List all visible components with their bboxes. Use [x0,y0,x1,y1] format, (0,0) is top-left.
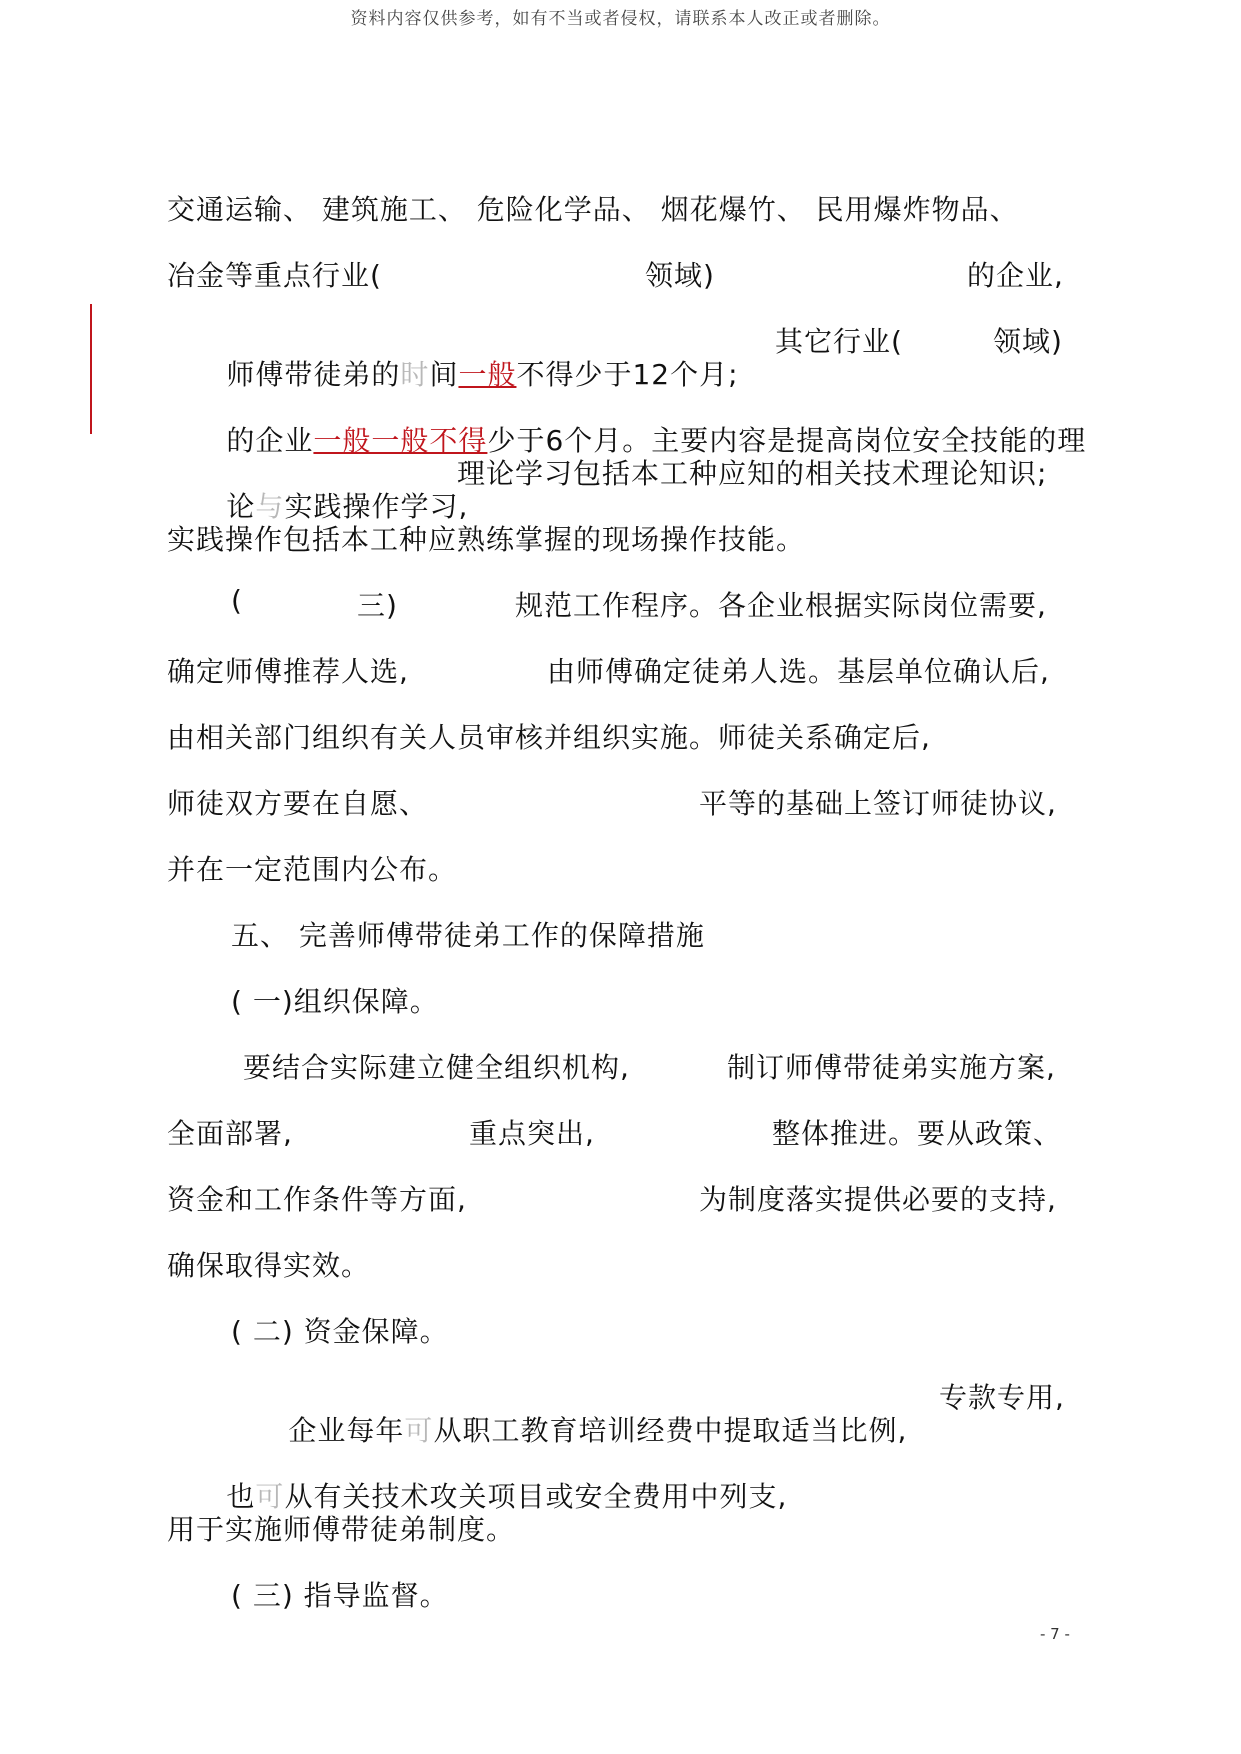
text-line [167,914,1077,980]
text-run: 从有关技术攻关项目或安全费用中列支, [284,1480,788,1513]
text-segment: 领域) [645,259,715,292]
deleted-text: 可 [255,1480,285,1513]
text-line [167,518,1077,584]
text-segment: 要结合实际建立健全组织机构, [243,1051,630,1084]
text-segment: 重点突出, [469,1117,595,1150]
text-segment: 理论学习包括本工种应知的相关技术理论知识; [457,457,1048,490]
text-line [167,980,1077,1046]
text-segment: 全面部署, [167,1117,293,1150]
text-run: 间 [429,358,459,391]
text-line [167,320,1077,391]
text-segment: 确定师傅推荐人选, [167,655,409,688]
page-number: - 7 - [1040,1625,1070,1643]
text-run: 论 [226,490,256,523]
text-segment: 为制度落实提供必要的支持, [699,1183,1057,1216]
text-line [167,386,1087,457]
text-line [167,1244,1077,1310]
text-run: 从职工教育培训经费中提取适当比例, [433,1414,908,1447]
text-line [167,848,1077,914]
text-run: 也 [226,1480,256,1513]
text-segment: 由相关部门组织有关人员审核并组织实施。师徒关系确定后, [167,721,931,754]
text-line [167,254,1077,320]
text-segment: 实践操作包括本工种应熟练掌握的现场操作技能。 [167,523,806,556]
text-segment: 并在一定范围内公布。 [167,853,458,886]
document-body [167,188,1087,1640]
text-line [167,782,1077,848]
text-segment: 整体推进。要从政策、 [772,1117,1063,1150]
inserted-text: 一般 [458,358,517,391]
text-line [167,1046,1077,1112]
text-line [167,1310,1077,1376]
text-segment: 的企业, [967,259,1064,292]
text-segment: 专款专用, [939,1381,1065,1414]
inserted-text: 一般一般不得 [313,424,488,457]
text-run: 实践操作学习, [284,490,469,523]
subsection-heading: ( 一)组织保障。 [231,985,439,1018]
subsection-heading: ( 三) 指导监督。 [231,1579,449,1612]
text-run: 的企业 [226,424,314,457]
text-segment: 师徒双方要在自愿、 [167,787,429,820]
text-run: 师傅带徒弟的 [226,358,401,391]
text-line [167,1442,1077,1513]
deleted-text: 与 [255,490,285,523]
text-line [167,1574,1077,1640]
text-segment: 平等的基础上签订师徒协议, [699,787,1057,820]
text-segment: 制订师傅带徒弟实施方案, [727,1051,1056,1084]
text-run: 企业每年 [288,1414,405,1447]
header-notice: 资料内容仅供参考，如有不当或者侵权，请联系本人改正或者删除。 [350,9,891,29]
text-segment: 资金和工作条件等方面, [167,1183,467,1216]
text-segment: ( [231,584,243,617]
text-line [167,1508,1077,1574]
text-segment: 交通运输、 建筑施工、 危险化学品、 烟花爆竹、 民用爆炸物品、 [167,193,1019,226]
text-segment: 由师傅确定徒弟人选。基层单位确认后, [547,655,1050,688]
text-segment: 其它行业( [775,325,903,358]
deleted-text: 时 [400,358,430,391]
text-line [167,650,1077,716]
text-run: 少于6个月。主要内容是提高岗位安全技能的理 [487,424,1087,457]
section-heading: 五、 完善师傅带徒弟工作的保障措施 [231,919,705,952]
text-segment: 确保取得实效。 [167,1249,371,1282]
deleted-text: 可 [404,1414,434,1447]
subsection-heading: ( 二) 资金保障。 [231,1315,449,1348]
text-segment: 三) [357,589,398,622]
text-line [167,1112,1077,1178]
text-line [167,188,1077,254]
text-line [167,1376,1077,1447]
text-segment: 冶金等重点行业( [167,259,382,292]
text-segment: 用于实施师傅带徒弟制度。 [167,1513,516,1546]
text-segment: 规范工作程序。各企业根据实际岗位需要, [515,589,1047,622]
text-run: 不得少于12个月; [516,358,739,391]
text-line [167,584,1077,650]
revision-bar [90,304,92,434]
text-segment: 领域) [993,325,1063,358]
text-line [167,452,1077,523]
text-line [167,1178,1077,1244]
text-line [167,716,1077,782]
